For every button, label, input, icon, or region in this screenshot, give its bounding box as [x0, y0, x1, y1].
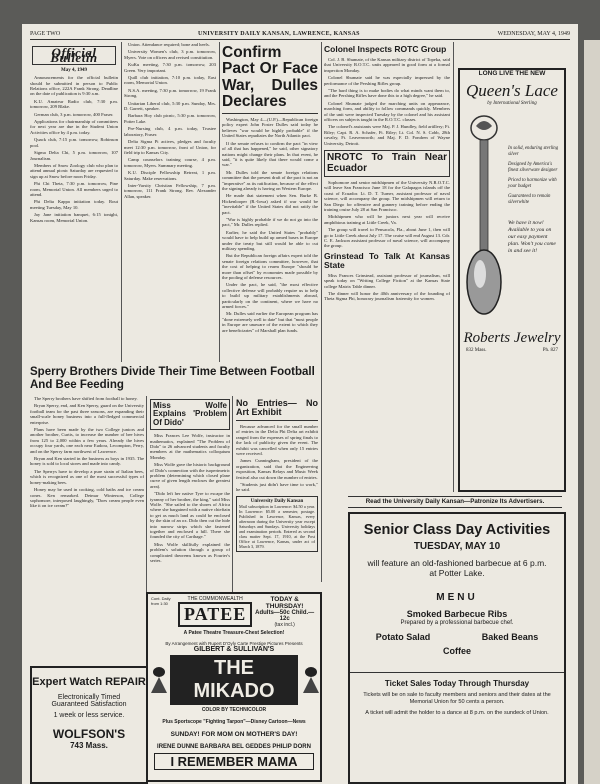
grinstead-headline: Grinstead To Talk At Kansas State	[324, 250, 450, 270]
senior-feature: will feature an old-fashioned barbecue at 6 p.m. at Potter Lake.	[367, 558, 547, 578]
rotc-headline: Colonel Inspects ROTC Group	[324, 44, 447, 54]
sperry-headline: Sperry Brothers Divide Their Time Between Football And Bee Feeding	[30, 366, 315, 391]
paragraph: Union. Attendance required; bone and heels.	[128, 42, 210, 47]
rotc-column	[324, 42, 450, 492]
mikado-figure-right-icon	[300, 665, 320, 695]
paragraph: "Dido left her native Tyre to escape the tyranny of her brother, the king," said Miss Wolfe. "She sailed to the shores of Africa where she bargained with a native chieftain to get as much land as could be enclosed by the skin of an ox. Dido then cut the hide into narrow strips which she fastened together and enclosed a hill. There she founded the city of Carthage."	[150, 491, 230, 540]
queens-bullet: Priced to harmonize with your budget	[508, 178, 557, 189]
nrotc-headline: NROTC To Train Near Ecuador	[324, 150, 450, 177]
theater-plus: Plus Sportscope "Fighting Tarpon"—Disney Cartoon—News	[162, 719, 306, 725]
paragraph: Members of Snow Zoology club who plan to attend annual picnic Saturday are requested to sign up at Snow before noon Friday.	[30, 162, 118, 179]
theater-the: THE COMMONWEALTH	[187, 596, 243, 602]
paragraph: KuKu meeting, 7:30 p.m. tomorrow, 203 Green. Very important.	[124, 62, 216, 73]
no-entries-article	[236, 396, 318, 588]
mikado-figure-left-icon	[148, 665, 168, 695]
queens-lace-ad	[458, 68, 566, 492]
paragraph: The Sperry brothers have shifted from football to honey.	[34, 396, 138, 401]
paragraph: "The hard thing is to make bodies do what minds want them to, and the Pershing Rifles have done this to a high degree," he said.	[324, 87, 450, 99]
jeweler-phone: Ph. 827	[542, 348, 558, 353]
theater-hours: Cont. Daily from 1:30	[151, 596, 171, 606]
theater-tax: (tax incl.)	[274, 622, 295, 628]
theater-tagline: A Patee Theatre Treasure-Chest Selection!	[183, 630, 285, 636]
paragraph: He made that statement when Sen. Burke B. Hickenlooper (R.-Iowa) asked if war would be "inevitable" if the United States did not ratify the pact.	[222, 193, 318, 215]
paragraph: Colonel Shumate said he was especially impressed by the performance of the Pershing Rifles group.	[324, 75, 450, 86]
paragraph: Midshipmen who will be juniors next year will receive amphibious training at Little Creek, Va.	[324, 214, 450, 225]
sperry-article	[30, 396, 144, 664]
repair-line1: Electronically Timed	[57, 694, 121, 701]
repair-store: WOLFSON'S	[52, 727, 126, 741]
paragraph: Inter-Varsity Christian Fellowship, 7 p.m. tomorrow, 111 Frank Strong. Rev. Alexander Allan, speaker.	[124, 182, 216, 199]
ticket-note-2: A ticket will admit the holder to a dance at 8 p.m. on the sundeck of Union.	[365, 710, 549, 716]
paragraph: Barbara Hoy club picnic, 5:30 p.m. tomorrow, Potter Lake.	[124, 113, 216, 124]
masthead-text: Mail subscription in Lawrence: $4.50 a year. In Lawrence: $5.00 a semester, postage. Published in Lawrence, Kansas, every afternoon during the University year except Saturdays and Sundays. University holidays and examination periods. Entered as second class matter Sept. 17, 1910, at the Post Office at Lawrence, Kansas, under act of March 3, 1879.	[239, 503, 315, 549]
paragraph: Plans have been made by the two College juniors and another brother, Curtis, to increase the number of bee hives from 125 to 2,000 within a few years. Already the hives occupy four yards, one each near Eudora, Lecompton, Perry, and on the Sperry farm northwest of Lawrence.	[30, 427, 144, 454]
paragraph: Quill club initiation, 7:10 p.m. today, East room, Memorial Union.	[124, 75, 216, 86]
paragraph: Delta Sigma Pi actives, pledges and faculty meet 12:30 p.m. tomorrow, front of Union, for field trip to Kansas City.	[124, 139, 216, 155]
paragraph: But the Republican foreign affairs expert told the senate foreign relations committee, however, that the cost of helping to rearm Europe "should be more than offset" by economies made possible by the pooling of defense resources.	[222, 253, 318, 281]
paragraph: Bryan Sperry, end, and Ken Sperry, guard on the University football team for the past three seasons, are expanding their small-scale honey business into a full-fledged commercial enterprise.	[30, 403, 144, 425]
queens-tagline-text: LONG LIVE THE NEW	[478, 70, 546, 77]
paragraph: Phi Delta Kappa initiation today. Rout meeting Tuesday, May 10.	[30, 199, 118, 210]
film-title: THE MIKADO	[170, 655, 298, 705]
paragraph: K.U. Disciple Fellowship Retreat, 1 p.m. Saturday. Make reservations.	[124, 170, 216, 181]
paragraph: Sophomore and senior midshipmen of the University N.R.O.T.C. will leave San Francisco June 18 for the Galapagos islands off the coast of Ecuador. Lt. D. T. Turner, assistant professor of naval science, will accompany the group. The midshipmen will return to San Diego for offensive and gunnery training before ending the training cruise July 28 at San Francisco.	[324, 180, 450, 213]
jeweler-address: 832 Mass.	[466, 348, 487, 353]
paragraph: Applications for chairmanship of committees for next year are due in the Student Union Activities office by 4 p.m. today.	[30, 119, 118, 135]
masthead-box	[236, 496, 318, 552]
paragraph: Miss Frances Lee Wolfe, instructor in mathematics, explained "The Problem of Dido" to 26 advanced students and faculty members at the mathematics colloquium Monday.	[150, 433, 230, 460]
paragraph: Under the pact, he said, "the most effective collective defense will probably require us to help to build up military establishments abroad, particularly on the continent, where we have no armed forces."	[222, 282, 318, 310]
paragraph: James Cunningham, president of the organization, said that the Engineering exposition, Kansas Relays and Music Week festival also cut down the number of entries.	[236, 458, 318, 480]
senior-class-ad	[348, 512, 566, 784]
jeweler-name: Roberts Jewelry	[463, 330, 561, 346]
watch-repair-ad	[30, 666, 148, 784]
paragraph: Col. J. B. Shumate, of the Kansas military district of Topeka, said that University R.O.T.C. units appeared in good form at a formal inspection Monday.	[324, 56, 450, 73]
paragraph: Phi Chi Theta, 7:30 p.m. tomorrow, Pine room, Memorial Union. All members urged to attend.	[30, 181, 118, 197]
patee-theater-ad	[146, 592, 322, 782]
paragraph: N.S.A. meeting, 7:30 p.m. tomorrow, 19 Frank Strong.	[124, 87, 216, 99]
queens-bullet: In solid, enduring sterling silver	[508, 146, 559, 157]
film2-stars: IRENE DUNNE BARBARA BEL GEDDES PHILIP DORN	[157, 744, 311, 750]
queens-bullet: Guaranteed to remain silverwhite	[508, 194, 551, 205]
bulletin-date: May 4, 1949	[61, 67, 87, 73]
paragraph: Mr. Dulles said earlier the European program has "done extremely well to date" but that "most people in Europe are unaware of the extent to which they are beneficiaries" of Marshall plan funds.	[222, 311, 318, 333]
paragraph: Miss Frances Grinstead, assistant professor of journalism, will speak today on "Writing College Fiction" at the Kansas State college Matrix Table dinner.	[324, 272, 450, 289]
paragraph: German club, 3 p.m. tomorrow, 400 Fraser.	[34, 111, 114, 117]
bulletin-column-1	[30, 42, 118, 360]
bulletin-column-2	[124, 42, 216, 360]
paragraph: Mr. Dulles told the senate foreign relations committee that the present draft of the pact is not an "imperative" as its ratification, because of the effect the signing already is having on Western Europe.	[222, 169, 318, 191]
theater-prices: Adults—50c Child.—12c	[255, 610, 315, 622]
film2-title: I REMEMBER MAMA	[154, 753, 314, 770]
queens-bullet: Designed by America's finest silverware designer	[508, 162, 558, 173]
menu-item: Smoked Barbecue Ribs	[406, 609, 508, 619]
paragraph: If the senate refuses to confirm the pact "in view of all that has happened," he said, other signatory nations might change their plans. In that event, he said, "it is quite likely that there would come a war."	[222, 140, 318, 168]
ticket-sales: Ticket Sales Today Through Thursday	[350, 672, 564, 688]
paragraph: University Women's club, 3 p.m. tomorrow, Myers. Vote on officers and revised constitution.	[124, 49, 216, 60]
repair-line2: Guaranteed Satisfaction	[51, 701, 127, 708]
page-header	[30, 28, 570, 40]
queens-maker: by International Sterling	[487, 101, 537, 106]
paragraph: "War is highly probable if we do not go into the pact," Mr. Dulles replied.	[222, 216, 318, 228]
newspaper-page	[22, 24, 578, 784]
dulles-headline: Confirm Pact Or Face War, Dulles Declares	[222, 45, 318, 114]
paragraph: Jay Jane initiation banquet, 6:15 tonight, Kansas room, Memorial Union.	[30, 212, 118, 223]
menu-label: MENU	[436, 592, 478, 603]
senior-title: Senior Class Day Activities	[363, 522, 551, 538]
paragraph: Miss Wolfe skillfully explained the problem's solution through a group of complicated theorems known as Fourier's series.	[150, 541, 230, 564]
dulles-article	[222, 42, 318, 362]
paragraph: The Sperrys have to develop a pure strain of Italian bees, which is recognized as one of the most successful types of honey-making bees.	[30, 468, 144, 485]
paragraph: Camp counselors training course, 4 p.m. tomorrow, Myers. Summary meeting.	[124, 157, 216, 168]
issue-date: WEDNESDAY, MAY 4, 1949	[497, 30, 570, 37]
menu-item: Baked Beans	[481, 632, 539, 642]
paragraph: Pre-Nursing club, 4 p.m. today, Trustee laboratory, Fraser.	[124, 126, 216, 137]
paragraph: Colonel Shumate judged the marching units on appearance, marching form, and ability to follow commands quickly. Members of the unit were inspected Tuesday by the colonel and his assistant officers on subjects taught in the R.O.T.C. classes.	[324, 100, 450, 122]
paragraph: Sigma Delta Chi, 5 p.m. tomorrow, 107 Journalism.	[30, 150, 118, 161]
paragraph: Quack club, 7:15 p.m. tomorrow, Robinson pool.	[30, 137, 118, 148]
senior-date: TUESDAY, MAY 10	[413, 541, 501, 552]
menu-item: Coffee	[442, 646, 471, 656]
repair-address: 743 Mass.	[70, 741, 108, 750]
theater-name: PATEE	[178, 602, 252, 627]
theater-gs: GILBERT & SULLIVAN'S	[193, 646, 275, 653]
queens-offer: We have it now! Available to you on our easy payment plan. Won't you come in and see it!	[508, 220, 556, 254]
paragraph: "Students just didn't have time to work," he said.	[236, 481, 318, 493]
repair-line3: 1 week or less service.	[53, 712, 125, 719]
paragraph: Unitarian Liberal club, 5:30 p.m. Sunday, Mrs. D. Garrett, speaker.	[124, 100, 216, 112]
queens-bullets	[508, 112, 560, 322]
paragraph: The group will travel to Pensacola, Fla., about June 1, then will go to Little Creek about July 17. The cruise will end August 13. Cdr. C. E. Jackson assistant professor of naval science, will accompany the group.	[324, 227, 450, 249]
paragraph: Because advanced for the small number of entries in the Delta Phi Delta art exhibit ranged from the expenses of spring finals to the lack of publicity given the event. The exhibit was cancelled when only 15 entries were received.	[236, 423, 318, 456]
theater-arrangement: By Arrangement with Rupert D'Oyly Carte Prestige Pictures Presents	[165, 641, 303, 646]
menu-item: Potato Salad	[375, 632, 431, 642]
masthead-title: University Daily Kansan	[250, 498, 304, 504]
paragraph: The colonel's assistants were Maj. P. J. Hundley, field artillery; Ft. Riley; Capt. R. A. Schafer, Ft. Riley; Lt. Col. N. S. Cobb, 28th cavalry, Ft. Leavenworth; and Maj. F. D. Fondren of Wayne University, Detroit.	[324, 124, 450, 146]
wolfe-article	[150, 396, 230, 588]
ticket-note-1: Tickets will be on sale to faculty members and seniors and their dates at the Memorial Union for 50 cents a person.	[363, 692, 551, 705]
wolfe-headline: Miss Wolfe Explains 'Problem Of Dido'	[150, 399, 230, 430]
theater-sunday: SUNDAY! FOR MOM ON MOTHER'S DAY!	[170, 731, 298, 738]
adjacent-page-edge	[584, 40, 600, 784]
queens-brand: Queen's Lace	[466, 81, 558, 100]
paragraph: The dinner will honor the 40th anniversary of the founding of Theta Sigma Phi, honorary journalism fraternity for women.	[324, 290, 450, 302]
repair-title: Expert Watch REPAIR	[32, 676, 146, 688]
paragraph: Earlier, he said the United States "probably" would have to help build up armed bases in Europe under the treaty but still would be able to cut military spending.	[222, 229, 318, 251]
theater-today: TODAY & THURSDAY!	[265, 596, 304, 610]
film-color: COLOR BY TECHNICOLOR	[201, 707, 267, 713]
page-number: PAGE TWO	[30, 30, 61, 37]
paragraph: Announcements for the official bulletin should be submitted in person to Public Relations office, 222A Frank Strong. Deadline on the date of publication is 9:30 a.m.	[30, 75, 118, 97]
menu-note: Prepared by a professional barbecue chef.	[400, 620, 514, 626]
patronize-banner: Read the University Daily Kansan—Patronize Its Advertisers.	[348, 496, 562, 508]
paragraph: Honey may be used in cooking, cold baths and ice cream cones. Ken remarked. Deimar Winterson, College sophomore, interposed laughingly, "Does cream people even like it on ice cream?"	[30, 487, 144, 509]
paper-name: UNIVERSITY DAILY KANSAN, LAWRENCE, KANSAS	[198, 30, 360, 37]
paragraph: K.U. Amateur Radio club, 7:30 p.m. tomorrow, 209 Blake.	[30, 98, 118, 110]
paragraph: Washington, May 4—(U.P.)—Republican foreign policy expert John Foster Dulles said today he believes "war would be highly probable" if the United States repudiates the North Atlantic pact.	[222, 117, 318, 139]
spoon-icon	[460, 112, 508, 322]
paragraph: Bryan and Ken started in the business as boys in 1935. The honey is sold to local stores and made into candy.	[30, 456, 144, 467]
no-entries-headline: No Entries— No Art Exhibit	[236, 399, 318, 421]
bulletin-title: Official Bulletin	[32, 46, 116, 65]
paragraph: Miss Wolfe gave the historic background of Dido's connection with the isoperimetric problem (determining which closed plane curve of given length encloses the greatest area).	[150, 462, 230, 489]
